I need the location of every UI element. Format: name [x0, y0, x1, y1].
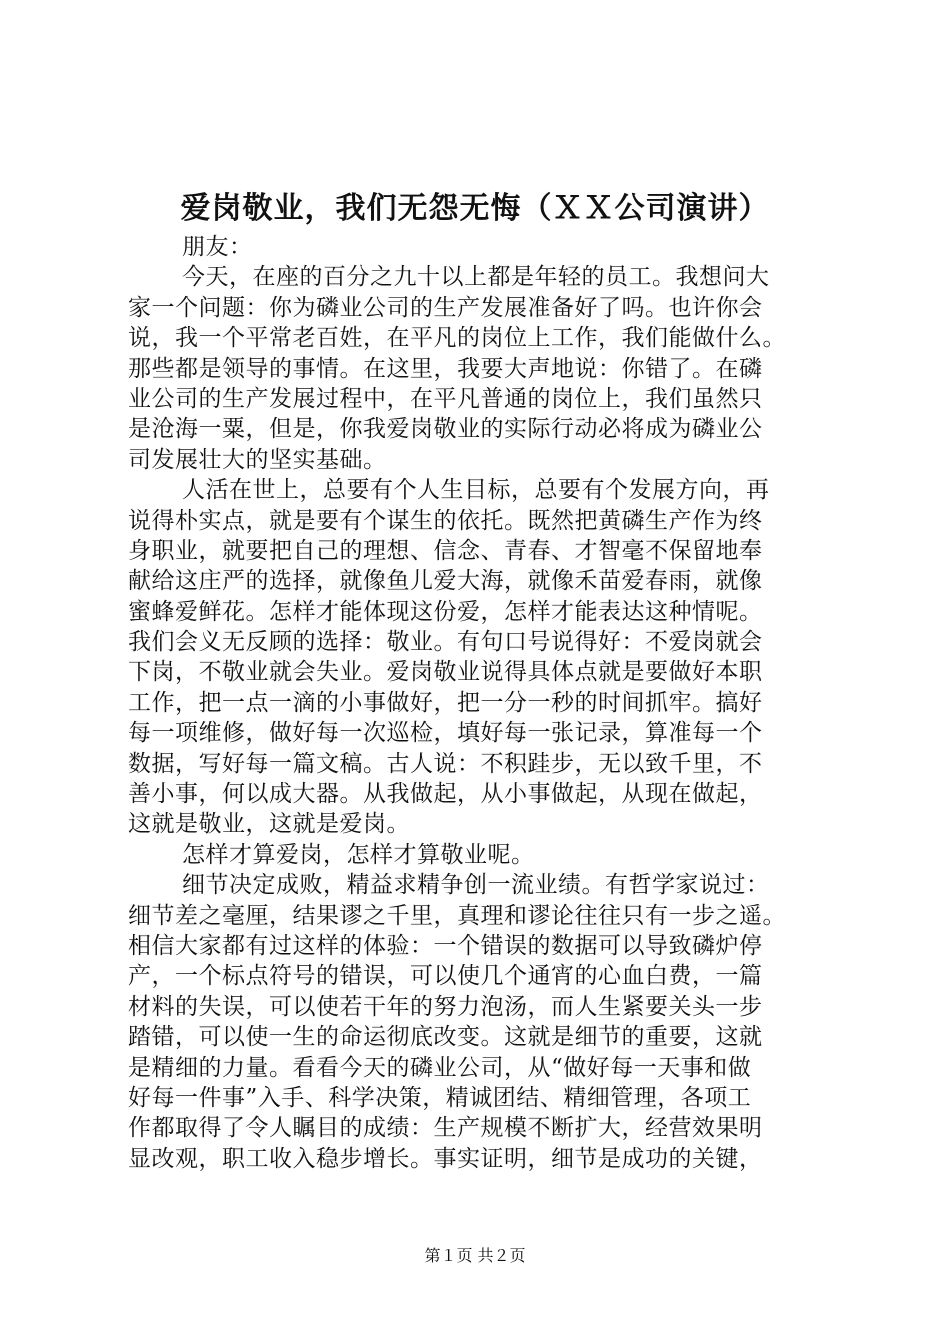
body-line: 人活在世上，总要有个人生目标，总要有个发展方向，再: [182, 477, 770, 504]
body-line: 显改观，职工收入稳步增长。事实证明，细节是成功的关键，: [128, 1145, 763, 1172]
document-title: 爱岗敬业，我们无怨无悔（ＸＸ公司演讲）: [180, 191, 770, 226]
body-line: 我们会义无反顾的选择：敬业。有句口号说得好：不爱岗就会: [128, 629, 763, 656]
body-line: 说，我一个平常老百姓，在平凡的岗位上工作，我们能做什么。: [128, 325, 786, 352]
body-line: 作都取得了令人瞩目的成绩：生产规模不断扩大，经营效果明: [128, 1115, 763, 1142]
body-line: 每一项维修，做好每一次巡检，填好每一张记录，算准每一个: [128, 720, 763, 747]
body-line: 今天，在座的百分之九十以上都是年轻的员工。我想问大: [182, 264, 770, 291]
page-number-footer: 第１页 共２页: [424, 1246, 526, 1265]
body-line: 业公司的生产发展过程中，在平凡普通的岗位上，我们虽然只: [128, 385, 763, 412]
body-line: 家一个问题：你为磷业公司的生产发展准备好了吗。也许你会: [128, 294, 763, 321]
salutation-line: 朋友：: [182, 234, 253, 260]
body-line: 是精细的力量。看看今天的磷业公司，从“做好每一天事和做: [128, 1054, 752, 1081]
body-line: 说得朴实点，就是要有个谋生的依托。既然把黄磷生产作为终: [128, 507, 763, 534]
body-line: 怎样才算爱岗，怎样才算敬业呢。: [182, 841, 535, 868]
body-line: 工作，把一点一滴的小事做好，把一分一秒的时间抓牢。搞好: [128, 689, 763, 716]
body-line: 蜜蜂爱鲜花。怎样才能体现这份爱，怎样才能表达这种情呢。: [128, 598, 763, 625]
body-line: 是沧海一粟，但是，你我爱岗敬业的实际行动必将成为磷业公: [128, 416, 763, 443]
body-line: 细节差之毫厘，结果谬之千里，真理和谬论往往只有一步之遥。: [128, 902, 786, 929]
body-line: 细节决定成败，精益求精争创一流业绩。有哲学家说过：: [182, 872, 770, 899]
body-line: 那些都是领导的事情。在这里，我要大声地说：你错了。在磷: [128, 355, 763, 382]
body-line: 善小事，何以成大器。从我做起，从小事做起，从现在做起，: [128, 781, 763, 808]
body-line: 下岗，不敬业就会失业。爱岗敬业说得具体点就是要做好本职: [128, 659, 763, 686]
body-line: 司发展壮大的坚实基础。: [128, 446, 387, 473]
body-line: 这就是敬业，这就是爱岗。: [128, 811, 410, 838]
body-line: 数据，写好每一篇文稿。古人说：不积跬步，无以致千里，不: [128, 750, 763, 777]
body-line: 身职业，就要把自己的理想、信念、青春、才智毫不保留地奉: [128, 537, 763, 564]
body-line: 踏错，可以使一生的命运彻底改变。这就是细节的重要，这就: [128, 1024, 763, 1051]
body-line: 材料的失误，可以使若干年的努力泡汤，而人生紧要关头一步: [128, 993, 763, 1020]
body-line: 相信大家都有过这样的体验：一个错误的数据可以导致磷炉停: [128, 932, 763, 959]
document-body: [128, 232, 828, 1174]
body-line: 产，一个标点符号的错误，可以使几个通宵的心血白费，一篇: [128, 963, 763, 990]
body-line: 献给这庄严的选择，就像鱼儿爱大海，就像禾苗爱春雨，就像: [128, 568, 763, 595]
body-line: 好每一件事”入手、科学决策，精诚团结、精细管理，各项工: [128, 1084, 752, 1111]
